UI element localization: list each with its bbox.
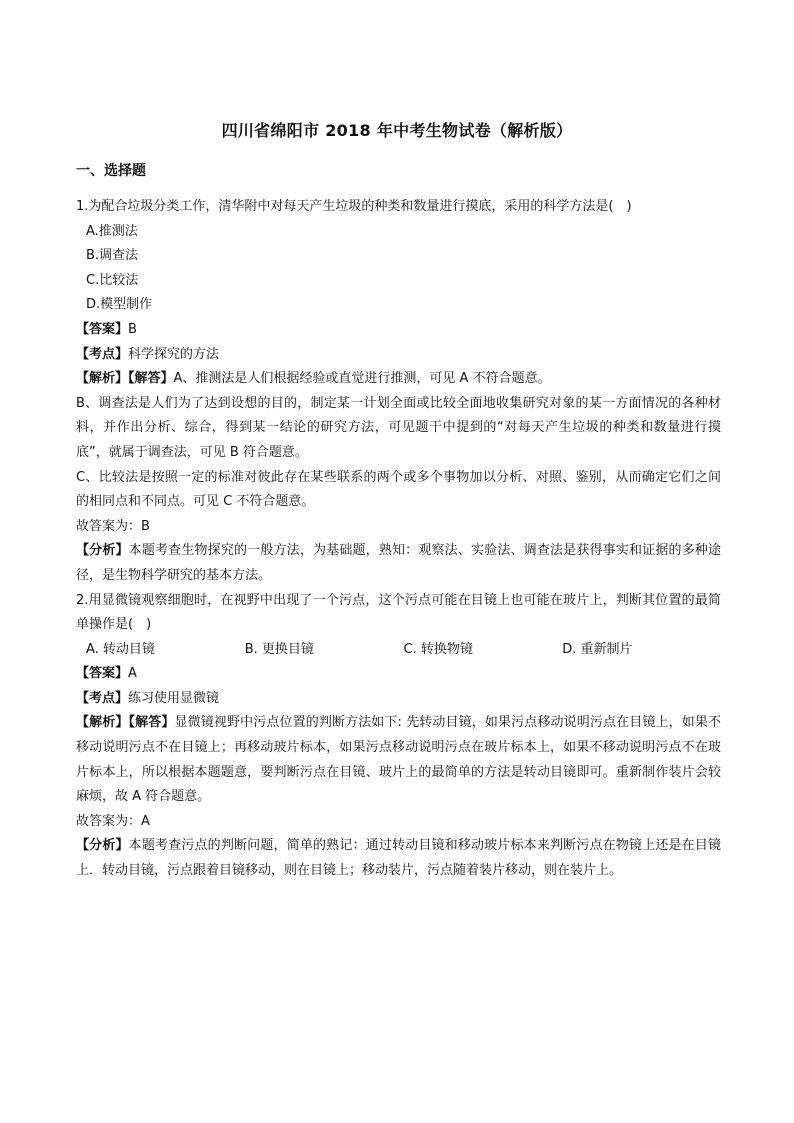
q2-option-c: C. 转换物镜 (403, 641, 473, 657)
page-title: 四川省绵阳市 2018 年中考生物试卷（解析版） (221, 121, 573, 140)
q2-answer-value: A (128, 666, 137, 682)
q1-answer-value: B (128, 321, 137, 337)
content-body (76, 195, 721, 884)
q2-answer-label: 【答案】 (76, 666, 129, 682)
q1-answer (76, 318, 721, 343)
q1-fenxi (76, 539, 721, 588)
q2-answer (76, 662, 721, 687)
q2-fenxi-label: 【分析】 (76, 838, 129, 854)
q2-fenxi (76, 834, 721, 883)
q2-jiexi (76, 711, 721, 809)
q1-kaodian (76, 343, 721, 368)
q1-explain-c: C、比较法是按照一定的标准对彼此存在某些联系的两个或多个事物加以分析、对照、鉴别，从而确定它们之间的相同点和不同点。可见 C 不符合题意。 (76, 469, 721, 510)
q1-final-answer: 故答案为：B (76, 518, 150, 534)
q2-jiexi-label: 【解析】【解答】 (76, 715, 175, 731)
q1-kaodian-text: 科学探究的方法 (128, 346, 220, 362)
q1-answer-label: 【答案】 (76, 321, 129, 337)
q1-explain-b: B、调查法是人们为了达到设想的目的，制定某一计划全面或比较全面地收集研究对象的某一方面情况的各种材料，并作出分析、综合，得到某一结论的研究方法，可见题干中提到的“对每天产生垃圾的种类和数量进行摸底”，就属于调查法，可见 B 符合题意。 (76, 395, 721, 460)
q2-fenxi-text: 本题考查污点的判断问题，简单的熟记：通过转动目镜和移动玻片标本来判断污点在物镜上还是在目镜上．转动目镜，污点跟着目镜移动，则在目镜上；移动装片，污点随着装片移动，则在装片上。 (76, 838, 721, 879)
q1-option-c: C.比较法 (86, 272, 139, 288)
q2-option-a: A. 转动目镜 (86, 641, 155, 657)
q1-jiexi-label: 【解析】【解答】 (76, 371, 174, 387)
q1-jiexi-text: A、推测法是人们根据经验或直觉进行推测，可见 A 不符合题意。 (173, 371, 551, 387)
q1-option-b: B.调查法 (86, 248, 139, 264)
q2-kaodian-text: 练习使用显微镜 (128, 690, 220, 706)
q1-option-d: D.模型制作 (86, 297, 153, 313)
q1-fenxi-text: 本题考查生物探究的一般方法，为基础题，熟知：观察法、实验法、调查法是获得事实和证据的多种途径，是生物科学研究的基本方法。 (76, 543, 721, 583)
q2-jiexi-text: 显微镜视野中污点位置的判断方法如下: 先转动目镜，如果污点移动说明污点在目镜上，如果不移动说明污点不在目镜上；再移动玻片标本，如果污点移动说明污点在玻片标本上，如果不移动说明污点不在玻片标本上，所以根据本题题意，要判断污点在目镜、玻片上的最简单的方法是转动目镜即可。重新制作装片会较麻烦，故 A 符合题意。 (76, 715, 721, 805)
q2-option-d: D. 重新制片 (562, 641, 633, 657)
q1-kaodian-label: 【考点】 (76, 346, 129, 362)
q2-kaodian-label: 【考点】 (76, 690, 129, 706)
q1-stem: 1.为配合垃圾分类工作，清华附中对每天产生垃圾的种类和数量进行摸底，采用的科学方法是( ) (76, 199, 632, 214)
q2-final-answer: 故答案为：A (76, 813, 150, 829)
q1-option-a: A.推测法 (86, 223, 138, 239)
section-heading: 一、选择题 (76, 163, 146, 179)
q1-fenxi-label: 【分析】 (76, 543, 129, 559)
q1-jiexi (76, 367, 721, 392)
q2-options-row (76, 638, 721, 663)
q2-option-b: B. 更换目镜 (244, 641, 314, 657)
q2-stem: 2.用显微镜观察细胞时，在视野中出现了一个污点，这个污点可能在目镜上也可能在玻片上，判断其位置的最简单操作是( ) (76, 592, 721, 633)
q2-kaodian (76, 687, 721, 712)
